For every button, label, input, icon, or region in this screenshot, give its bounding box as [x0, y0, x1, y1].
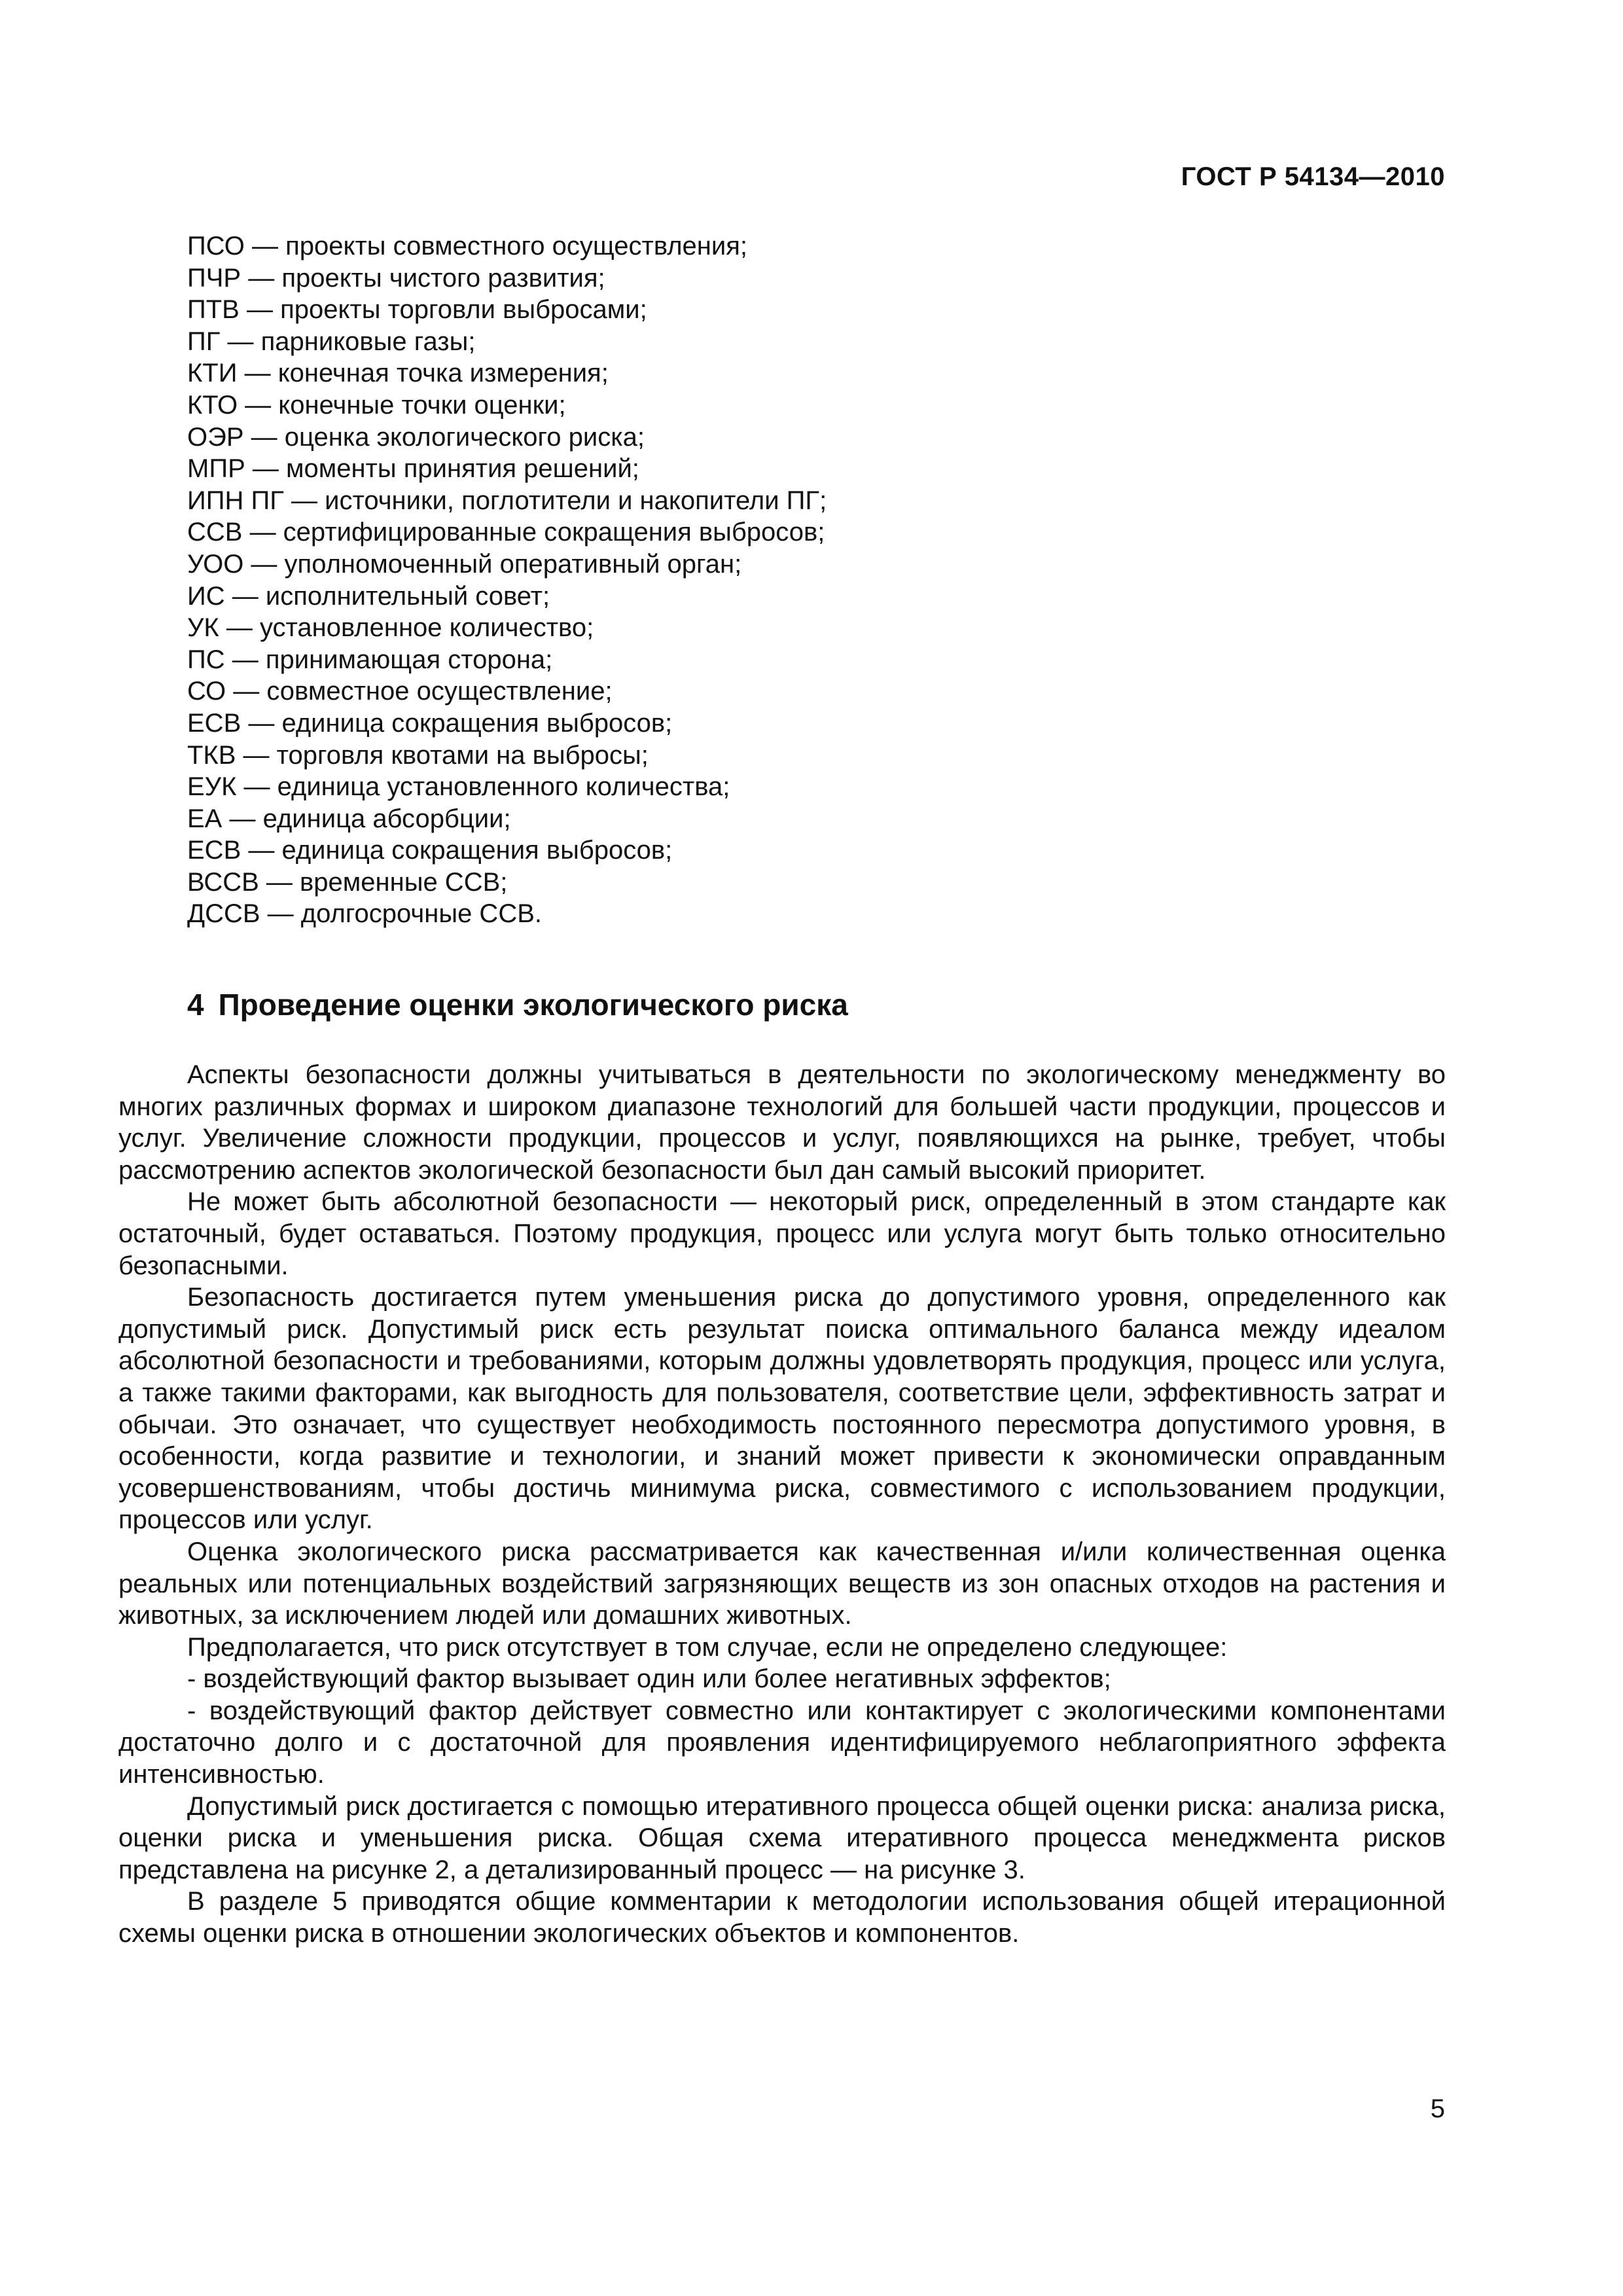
- abbreviation-item: ПСО — проекты совместного осуществления;: [187, 232, 747, 260]
- abbreviation-item: ОЭР — оценка экологического риска;: [187, 422, 645, 452]
- abbreviation-item: ИПН ПГ — источники, поглотители и накопители ПГ;: [187, 486, 827, 515]
- paragraph: Не может быть абсолютной безопасности — некоторый риск, определенный в этом стандарте как остаточный, будет оставаться. Поэтому продукция, процесс или услуга могут быть только относительно безопасными.: [118, 1187, 1446, 1280]
- abbreviation-item: ПС — принимающая сторона;: [187, 645, 553, 674]
- document-code: ГОСТ Р 54134—2010: [1181, 162, 1445, 191]
- abbreviation-item: УК — установленное количество;: [187, 613, 594, 643]
- abbreviation-item: ЕСВ — единица сокращения выбросов;: [187, 708, 673, 738]
- abbreviation-list: [187, 230, 1431, 930]
- abbreviation-item: ИС — исполнительный совет;: [187, 581, 550, 611]
- paragraph: Предполагается, что риск отсутствует в том случае, если не определено следующее:: [187, 1632, 1228, 1662]
- paragraph: Аспекты безопасности должны учитываться в деятельности по экологическому менеджменту во многих различных формах и широком диапазоне технологий для большей части продукции, процессов и услуг. Увеличение сложности продукции, процессов и услуг, появляющихся на рынке, требует, чтобы рассмотрению аспектов экологической безопасности был дан самый высокий приоритет.: [118, 1060, 1446, 1185]
- section-heading: [187, 987, 848, 1022]
- abbreviation-item: ДССВ — долгосрочные ССВ.: [187, 899, 542, 929]
- abbreviation-item: СО — совместное осуществление;: [187, 677, 613, 706]
- section-body: [118, 1059, 1446, 1950]
- abbreviation-item: КТО — конечные точки оценки;: [187, 390, 566, 420]
- abbreviation-item: ПЧР — проекты чистого развития;: [187, 263, 605, 293]
- abbreviation-item: ЕСВ — единица сокращения выбросов;: [187, 836, 673, 865]
- abbreviation-item: ВССВ — временные ССВ;: [187, 867, 508, 897]
- abbreviation-item: ТКВ — торговля квотами на выбросы;: [187, 740, 649, 770]
- paragraph: В разделе 5 приводятся общие комментарии к методологии использования общей итерационной схемы оценки риска в отношении экологических объектов и компонентов.: [118, 1887, 1446, 1948]
- abbreviation-item: ЕА — единица абсорбции;: [187, 804, 511, 833]
- abbreviation-item: ЕУК — единица установленного количества;: [187, 772, 730, 802]
- paragraph: Оценка экологического риска рассматривается как качественная и/или количественная оценка реальных или потенциальных воздействий загрязняющих веществ из зон опасных отходов на растения и животных, за исключением людей или домашних животных.: [118, 1537, 1446, 1630]
- list-item: - воздействующий фактор действует совместно или контактирует с экологическими компонентами достаточно долго и с достаточной для проявления идентифицируемого неблагоприятного эффекта интенсивностью.: [118, 1696, 1446, 1789]
- section-number: 4: [187, 988, 204, 1022]
- section-title: Проведение оценки экологического риска: [218, 988, 848, 1022]
- abbreviation-item: КТИ — конечная точка измерения;: [187, 359, 609, 388]
- paragraph: Безопасность достигается путем уменьшения риска до допустимого уровня, определенного как допустимый риск. Допустимый риск есть результат поиска оптимального баланса между идеалом абсолютной безопасности и требованиями, которым должны удовлетворять продукция, процесс или услуга, а также такими факторами, как выгодность для пользователя, соответствие цели, эффективность затрат и обычаи. Это означает, что существует необходимость постоянного пересмотра допустимого уровня, в особенности, когда развитие и технологии, и знаний может привести к экономически оправданным усовершенствованиям, чтобы достичь минимума риска, совместимого с использованием продукции, процессов или услуг.: [118, 1283, 1446, 1535]
- list-item: - воздействующий фактор вызывает один или более негативных эффектов;: [187, 1664, 1111, 1694]
- abbreviation-item: УОО — уполномоченный оперативный орган;: [187, 549, 742, 579]
- page-number: 5: [1430, 2094, 1445, 2123]
- paragraph: Допустимый риск достигается с помощью итеративного процесса общей оценки риска: анализа риска, оценки риска и уменьшения риска. Общая схема итеративного процесса менеджмента рисков представлена на рисунке 2, а детализированный процесс — на рисунке 3.: [118, 1791, 1446, 1884]
- abbreviation-item: ССВ — сертифицированные сокращения выбросов;: [187, 518, 825, 547]
- abbreviation-item: ПТВ — проекты торговли выбросами;: [187, 295, 647, 325]
- abbreviation-item: МПР — моменты принятия решений;: [187, 454, 639, 484]
- abbreviation-item: ПГ — парниковые газы;: [187, 327, 476, 356]
